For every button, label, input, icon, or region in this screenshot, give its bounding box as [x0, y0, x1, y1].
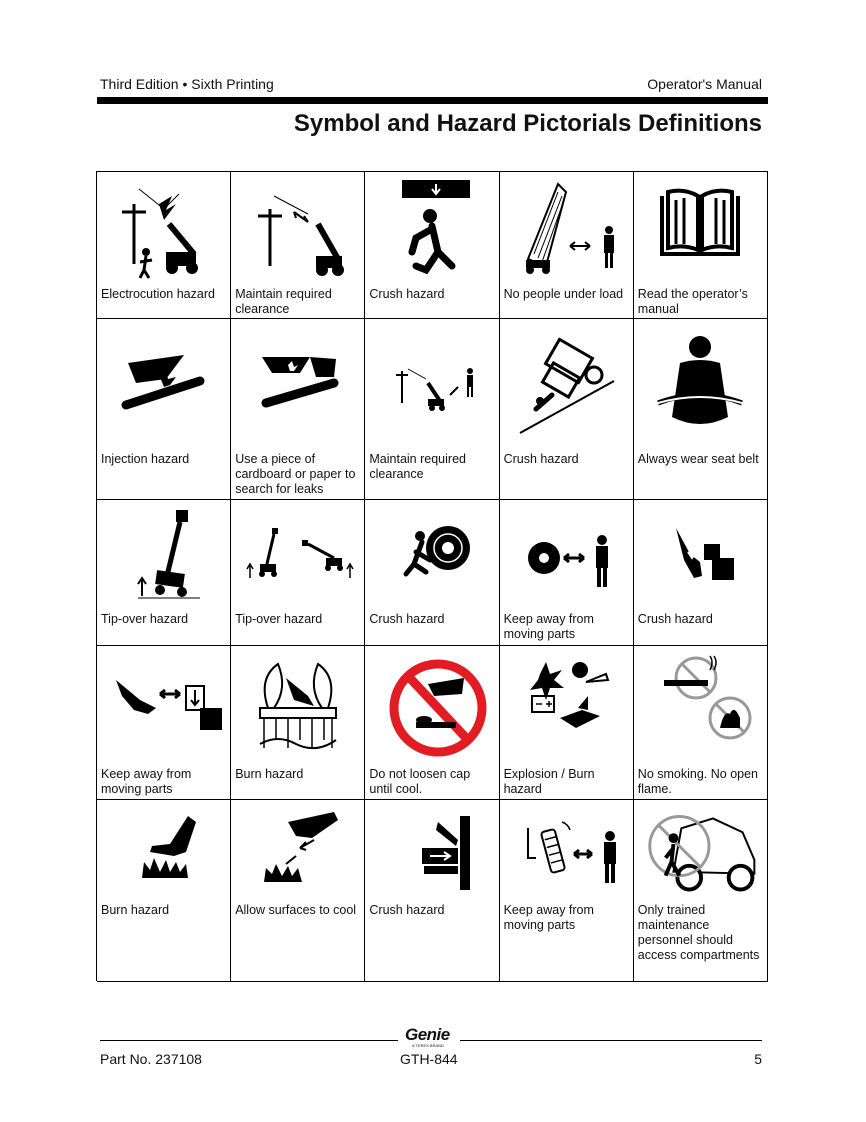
crush-overhead-icon [372, 174, 492, 284]
footer-rule-right [460, 1040, 762, 1041]
table-cell [500, 800, 634, 982]
page-number: 5 [754, 1051, 762, 1067]
table-cell [97, 800, 231, 982]
burn-hand-icon [104, 802, 224, 899]
caption: Always wear seat belt [637, 452, 759, 466]
table-cell [634, 800, 768, 982]
table-cell [500, 172, 634, 319]
moving-parts-wheel-icon [506, 502, 626, 607]
table-cell [365, 800, 499, 982]
table-cell [231, 500, 365, 646]
table-cell [634, 172, 768, 319]
genie-logo: Genie [405, 1025, 450, 1044]
tip-over-icon [104, 502, 224, 607]
no-people-under-load-icon [506, 174, 626, 284]
table-cell [231, 319, 365, 500]
crush-wheel-icon [372, 502, 492, 607]
tip-over-boom-icon [238, 502, 358, 607]
caption: Only trained maintenance personnel should access compartments [637, 903, 760, 962]
caption: Crush hazard [503, 452, 579, 466]
table-cell [231, 800, 365, 982]
table-cell [97, 500, 231, 646]
caption: Maintain required clearance [235, 287, 332, 316]
caption: Burn hazard [101, 903, 170, 917]
seat-belt-icon [640, 321, 760, 446]
footer-rule-left [100, 1040, 398, 1041]
logo-tagline: A TEREX BRAND [412, 1043, 444, 1048]
cardboard-leak-icon [238, 321, 358, 446]
caption: Injection hazard [101, 452, 190, 466]
caption: Burn hazard [235, 767, 304, 781]
manual-label: Operator's Manual [647, 76, 762, 92]
caption: Use a piece of cardboard or paper to search for leaks [235, 452, 356, 496]
clearance-person-icon [372, 321, 492, 446]
no-smoking-icon [640, 648, 760, 763]
caption: Explosion / Burn hazard [503, 767, 595, 796]
no-loosen-cap-icon [372, 648, 492, 763]
moving-parts-fan-icon [506, 802, 626, 899]
table-cell [97, 646, 231, 800]
table-cell [365, 500, 499, 646]
table-cell [365, 172, 499, 319]
burn-radiator-icon [238, 648, 358, 763]
caption: Crush hazard [369, 287, 445, 301]
caption: Read the operator’s manual [637, 287, 748, 316]
table-cell [231, 172, 365, 319]
explosion-burn-icon [506, 648, 626, 763]
header-rule [97, 97, 768, 104]
table-cell [500, 500, 634, 646]
caption: Allow surfaces to cool [235, 903, 357, 917]
table-cell [365, 319, 499, 500]
table-cell [365, 646, 499, 800]
clearance-icon [238, 174, 358, 284]
caption: Electrocution hazard [101, 287, 215, 301]
caption: Keep away from moving parts [503, 612, 594, 641]
caption: Keep away from moving parts [101, 767, 192, 796]
model-label: GTH-844 [400, 1051, 458, 1067]
manual-book-icon [640, 174, 760, 284]
edition-label: Third Edition • Sixth Printing [100, 76, 274, 92]
table-cell [500, 646, 634, 800]
crush-hand-icon [640, 502, 760, 607]
caption: Tip-over hazard [101, 612, 189, 626]
caption: Tip-over hazard [235, 612, 323, 626]
table-cell [634, 500, 768, 646]
caption: No people under load [503, 287, 624, 301]
trained-personnel-icon [634, 802, 767, 899]
table-cell [97, 319, 231, 500]
pictorials-table [96, 171, 768, 981]
cool-surfaces-icon [238, 802, 358, 899]
electrocution-icon [104, 174, 224, 284]
crush-door-icon [372, 802, 492, 899]
table-cell [634, 319, 768, 500]
caption: Crush hazard [369, 612, 445, 626]
table-cell [97, 172, 231, 319]
rollover-crush-icon [506, 321, 626, 446]
part-number: Part No. 237108 [100, 1051, 202, 1067]
caption: Keep away from moving parts [503, 903, 594, 932]
caption: Maintain required clearance [369, 452, 466, 481]
page-title: Symbol and Hazard Pictorials Definitions [293, 110, 762, 137]
caption: Do not loosen cap until cool. [369, 767, 471, 796]
moving-parts-hand-icon [104, 648, 224, 763]
caption: Crush hazard [369, 903, 445, 917]
table-cell [231, 646, 365, 800]
caption: Crush hazard [637, 612, 713, 626]
caption: No smoking. No open flame. [637, 767, 758, 796]
injection-icon [104, 321, 224, 446]
table-cell [500, 319, 634, 500]
table-cell [634, 646, 768, 800]
